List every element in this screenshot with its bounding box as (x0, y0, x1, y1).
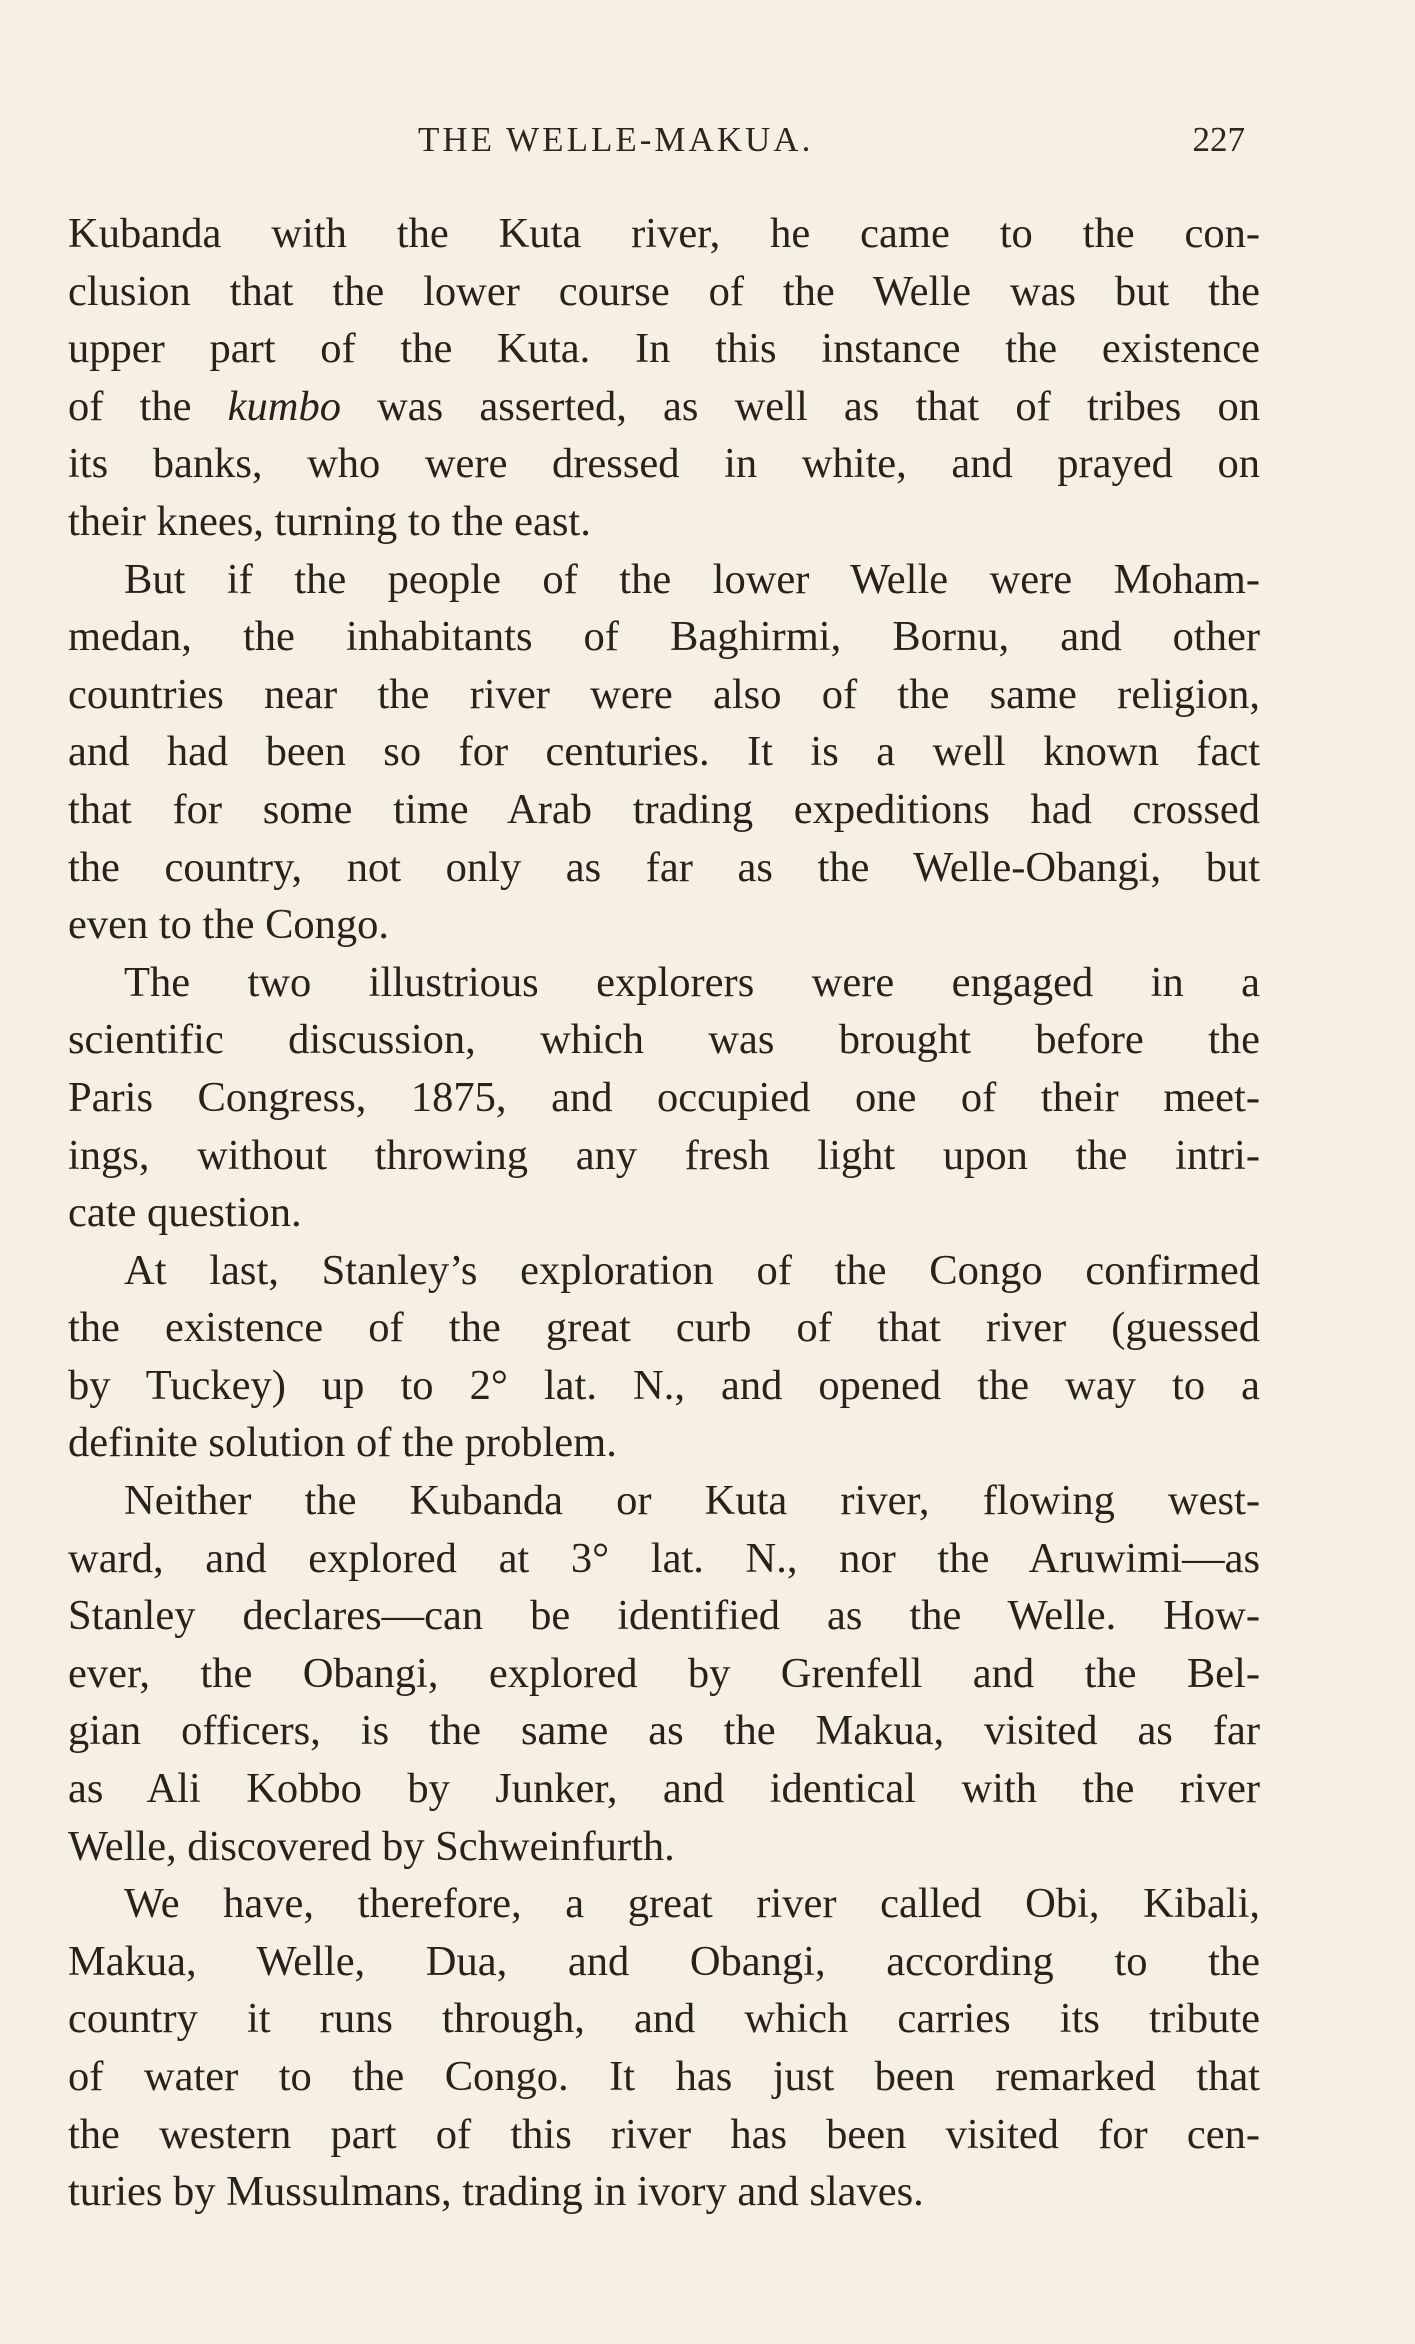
paragraph (68, 205, 1260, 551)
text-segment: of the (68, 382, 228, 430)
paragraph (68, 954, 1260, 1242)
text-line: as Ali Kobbo by Junker, and identical with the river (68, 1765, 1260, 1813)
text-line: At last, Stanley’s exploration of the Congo confirmed (124, 1246, 1260, 1294)
text-line: ward, and explored at 3° lat. N., nor the Aruwimi—as (68, 1534, 1260, 1582)
text-line: that for some time Arab trading expeditions had crossed (68, 785, 1260, 833)
text-line: turies by Mussulmans, trading in ivory and slaves. (68, 2168, 924, 2216)
text-line: the country, not only as far as the Welle-Obangi, but (68, 843, 1260, 891)
text-line: The two illustrious explorers were engaged in a (124, 958, 1260, 1006)
text-line: country it runs through, and which carries its tribute (68, 1995, 1260, 2043)
text-line: medan, the inhabitants of Baghirmi, Bornu, and other (68, 613, 1260, 661)
text-line: gian officers, is the same as the Makua, visited as far (68, 1707, 1260, 1755)
text-line: We have, therefore, a great river called Obi, Kibali, (124, 1880, 1260, 1928)
running-head (68, 120, 1253, 170)
text-line: upper part of the Kuta. In this instance the existence (68, 325, 1260, 373)
text-line: the existence of the great curb of that river (guessed (68, 1304, 1260, 1352)
paragraph (68, 1875, 1260, 2221)
text-line: definite solution of the problem. (68, 1419, 617, 1467)
text-line: its banks, who were dressed in white, and prayed on (68, 440, 1260, 488)
text-line: their knees, turning to the east. (68, 497, 591, 545)
page-number: 227 (1192, 120, 1245, 159)
paragraph (68, 1472, 1260, 1875)
text-line: cate question. (68, 1189, 302, 1237)
text-line: Stanley declares—can be identified as the Welle. How- (68, 1592, 1260, 1640)
text-line (68, 378, 1260, 436)
text-line: ings, without throwing any fresh light upon the intri- (68, 1131, 1260, 1179)
paragraph (68, 551, 1260, 954)
text-line: But if the people of the lower Welle were Moham- (124, 555, 1260, 603)
text-line: even to the Congo. (68, 901, 390, 949)
paragraph (68, 1242, 1260, 1472)
italic-term: kumbo (227, 382, 341, 430)
text-line: ever, the Obangi, explored by Grenfell and the Bel- (68, 1649, 1260, 1697)
text-segment: was asserted, as well as that of tribes on (340, 382, 1260, 430)
text-line: Kubanda with the Kuta river, he came to the con- (68, 210, 1260, 257)
body-text (68, 205, 1260, 2221)
text-line: and had been so for centuries. It is a well known fact (68, 728, 1260, 776)
text-line: Paris Congress, 1875, and occupied one of their meet- (68, 1073, 1260, 1121)
text-line: scientific discussion, which was brought before the (68, 1016, 1260, 1064)
running-title: THE WELLE-MAKUA. (418, 120, 814, 159)
text-line: by Tuckey) up to 2° lat. N., and opened the way to a (68, 1361, 1260, 1409)
text-line: of water to the Congo. It has just been remarked that (68, 2053, 1260, 2100)
text-line: Makua, Welle, Dua, and Obangi, according to the (68, 1937, 1260, 1985)
text-line: the western part of this river has been visited for cen- (68, 2110, 1260, 2158)
text-line: Neither the Kubanda or Kuta river, flowing west- (124, 1477, 1260, 1525)
text-line: countries near the river were also of the same religion, (68, 670, 1260, 718)
text-line: clusion that the lower course of the Welle was but the (68, 267, 1260, 315)
text-line: Welle, discovered by Schweinfurth. (68, 1822, 675, 1870)
